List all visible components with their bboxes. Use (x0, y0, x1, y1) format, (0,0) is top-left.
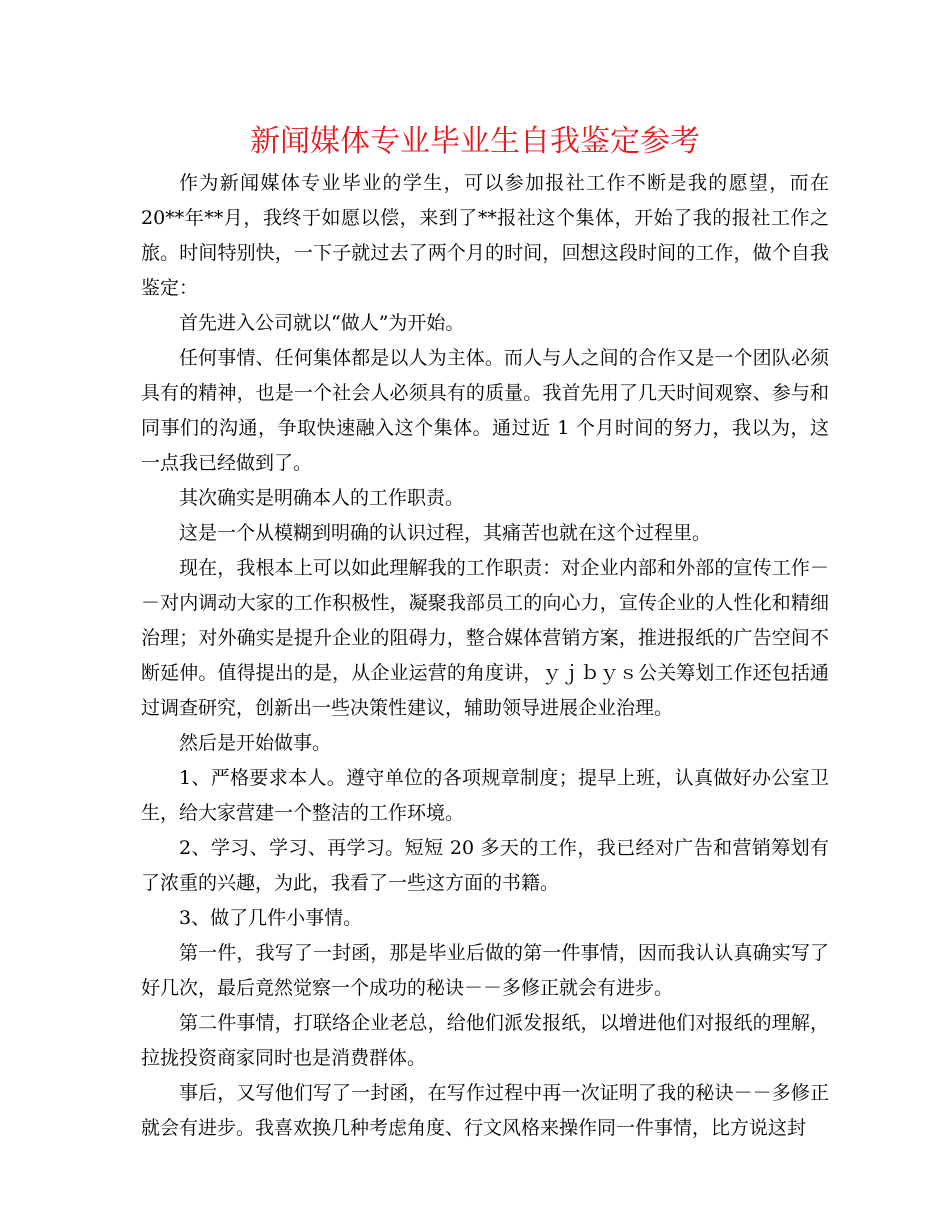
paragraph-second-point: 其次确实是明确本人的工作职责。 (179, 487, 465, 509)
paragraph-item-2: 2、学习、学习、再学习。短短 20 多天的工作，我已经对广告和营销筹划有了浓重的兴趣，为此，我看了一些这方面的书籍。 (141, 837, 829, 894)
document-title: 新闻媒体专业毕业生自我鉴定参考 (250, 124, 700, 159)
paragraph-first-point: 首先进入公司就以“做人”为开始。 (179, 312, 465, 334)
paragraph-intro: 作为新闻媒体专业毕业的学生，可以参加报社工作不断是我的愿望，而在20**年**月，我终于如愿以偿，来到了**报社这个集体，开始了我的报社工作之旅。时间特别快，一下子就过去了两个月的时间，回想这段时间的工作，做个自我鉴定： (141, 172, 829, 299)
paragraph-recognition-process: 这是一个从模糊到明确的认识过程，其痛苦也就在这个过程里。 (179, 522, 712, 544)
paragraph-item-3: 3、做了几件小事情。 (179, 907, 363, 929)
paragraph-first-task: 第一件，我写了一封函，那是毕业后做的第一件事情，因而我认认真确实写了好几次，最后竟然觉察一个成功的秘诀－－多修正就会有进步。 (141, 942, 829, 999)
paragraph-item-1: 1、严格要求本人。遵守单位的各项规章制度；提早上班，认真做好办公室卫生，给大家营建一个整洁的工作环境。 (141, 767, 829, 824)
paragraph-teamwork: 任何事情、任何集体都是以人为主体。而人与人之间的合作又是一个团队必须具有的精神，也是一个社会人必须具有的质量。我首先用了几天时间观察、参与和同事们的沟通，争取快速融入这个集体。通过近 1 个月时间的努力，我以为，这一点我已经做到了。 (141, 347, 829, 474)
paragraph-job-duties: 现在，我根本上可以如此理解我的工作职责：对企业内部和外部的宣传工作－－对内调动大家的工作积极性，凝聚我部员工的向心力，宣传企业的人性化和精细治理；对外确实是提升企业的阻碍力，整合媒体营销方案，推进报纸的广告空间不断延伸。值得提出的是，从企业运营的角度讲，ｙｊｂｙｓ公关筹划工作还包括通过调查研究，创新出一些决策性建议，辅助领导进展企业治理。 (141, 557, 829, 719)
paragraph-third-point: 然后是开始做事。 (179, 732, 332, 754)
paragraph-afterwards: 事后，又写他们写了一封函，在写作过程中再一次证明了我的秘诀－－多修正就会有进步。我喜欢换几种考虑角度、行文风格来操作同一件事情，比方说这封 (141, 1082, 829, 1139)
paragraph-second-task: 第二件事情，打联络企业老总，给他们派发报纸，以增进他们对报纸的理解，拉拢投资商家同时也是消费群体。 (141, 1012, 829, 1069)
document-body (141, 166, 829, 1146)
